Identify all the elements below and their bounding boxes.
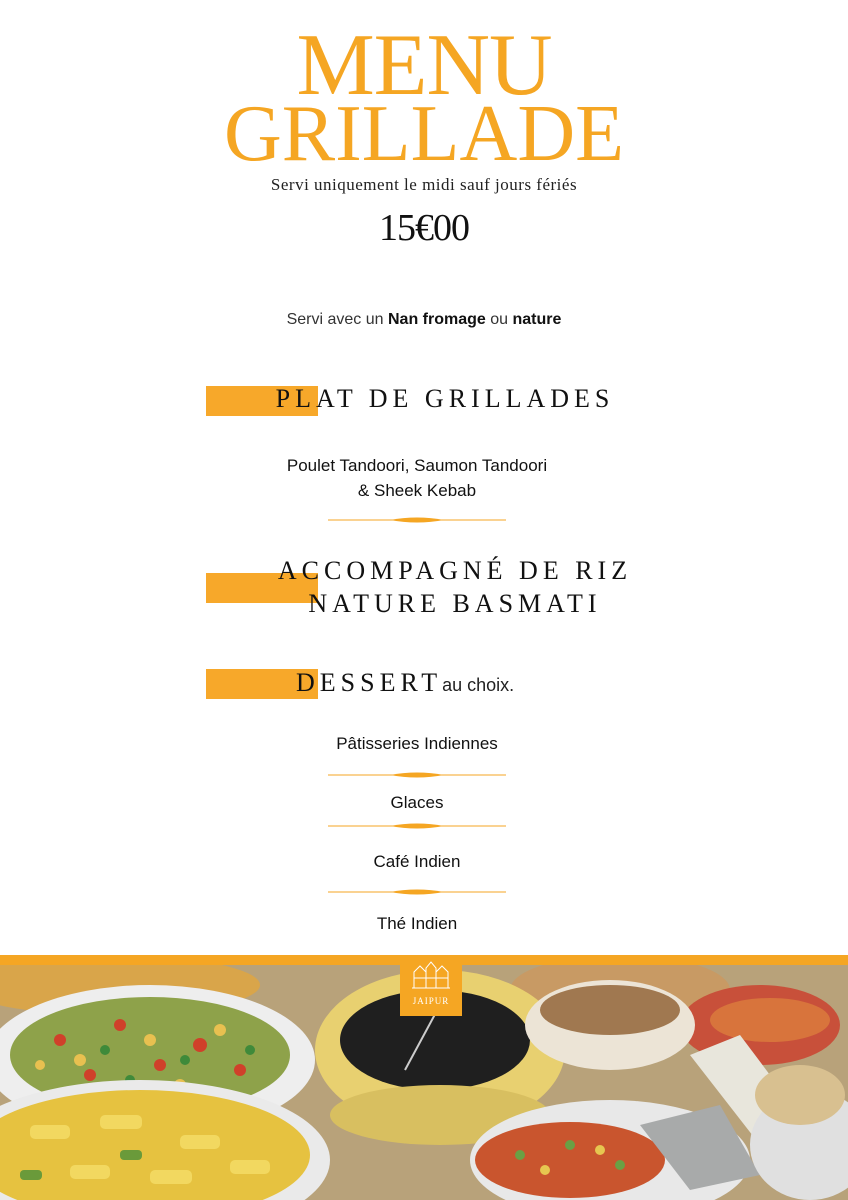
ornament-divider: [328, 887, 506, 897]
menu-title-line2: GRILLADE: [224, 90, 624, 178]
jaipur-logo: [400, 958, 462, 1016]
served-with-line: [0, 311, 848, 329]
grill-item-line2: & Sheek Kebab: [357, 481, 477, 500]
dessert-title: DESSERT: [296, 668, 443, 697]
menu-subtitle: Servi uniquement le midi sauf jours fériés: [270, 175, 578, 194]
served-option-1: Nan fromage: [388, 311, 486, 328]
section-title-dessert: [296, 667, 696, 698]
palace-icon: [400, 958, 462, 992]
logo-text: JAIPUR: [412, 996, 450, 1006]
served-option-2: nature: [512, 311, 562, 328]
ornament-divider: [328, 770, 506, 780]
section-title-rice-line1: ACCOMPAGNÉ DE RIZ: [277, 556, 633, 585]
dessert-item: Thé Indien: [376, 914, 458, 933]
served-middle: ou: [485, 311, 513, 328]
dessert-item: Glaces: [390, 793, 444, 812]
served-prefix: Servi avec un: [286, 311, 388, 328]
dessert-item: Café Indien: [373, 852, 461, 871]
menu-price: 15€00: [379, 207, 469, 249]
ornament-divider: [328, 821, 506, 831]
dessert-item: Pâtisseries Indiennes: [336, 734, 498, 753]
section-title-rice-line2: NATURE BASMATI: [308, 589, 602, 618]
grill-item-line1: Poulet Tandoori, Saumon Tandoori: [286, 456, 548, 475]
menu-title-line1: MENU: [296, 17, 552, 114]
dessert-note: au choix.: [442, 675, 515, 695]
ornament-divider: [328, 515, 506, 525]
section-title-grill: PLAT DE GRILLADES: [275, 384, 615, 413]
